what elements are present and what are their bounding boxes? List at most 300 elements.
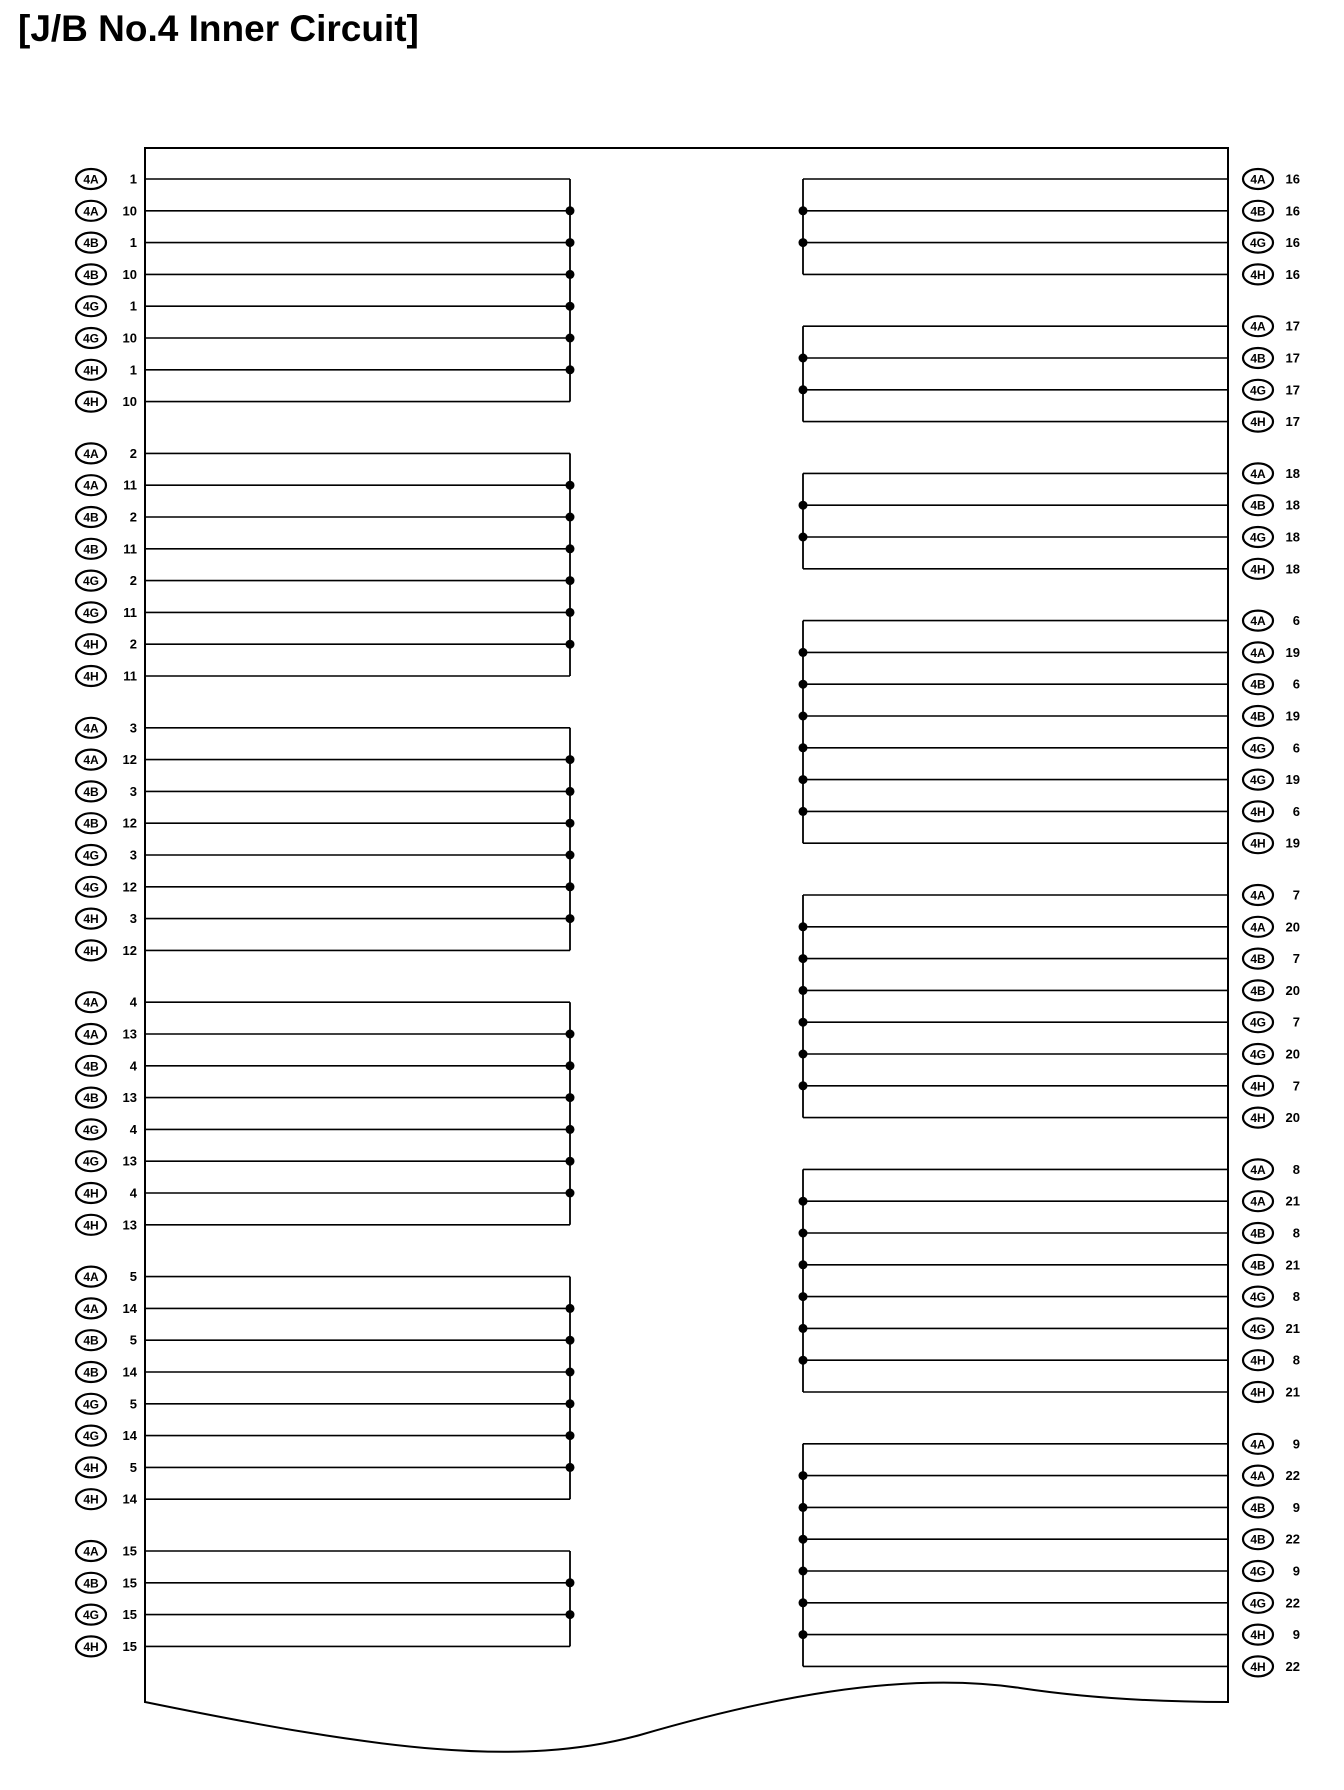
- terminal-row: [76, 443, 570, 463]
- splice-point: [799, 807, 808, 816]
- connector-label: 4B: [83, 1576, 99, 1591]
- splice-point: [566, 513, 575, 522]
- terminal-row: [76, 602, 575, 622]
- connector-label: 4B: [1250, 1258, 1266, 1273]
- left-group-4: [76, 992, 575, 1235]
- terminal-row: [799, 738, 1301, 758]
- pin-number: 15: [122, 1607, 137, 1623]
- connector-label: 4A: [1250, 319, 1266, 334]
- splice-point: [799, 1598, 808, 1607]
- pin-number: 12: [122, 815, 137, 831]
- pin-number: 19: [1285, 835, 1300, 851]
- terminal-row: [76, 1394, 575, 1414]
- splice-point: [799, 1081, 808, 1090]
- terminal-row: [799, 1318, 1301, 1338]
- terminal-row: [76, 392, 570, 412]
- pin-number: 14: [122, 1364, 137, 1380]
- splice-point: [799, 1535, 808, 1544]
- pin-number: 3: [129, 783, 137, 799]
- right-group-4: [799, 611, 1301, 854]
- splice-point: [566, 1189, 575, 1198]
- splice-point: [566, 238, 575, 247]
- terminal-row: [799, 1561, 1301, 1581]
- terminal-row: [76, 571, 575, 591]
- pin-number: 4: [129, 1058, 137, 1074]
- terminal-row: [803, 1382, 1300, 1402]
- connector-label: 4H: [83, 1186, 99, 1201]
- terminal-row: [799, 527, 1301, 547]
- connector-label: 4B: [83, 1333, 99, 1348]
- connector-label: 4B: [83, 1365, 99, 1380]
- connector-label: 4A: [83, 478, 99, 493]
- connector-label: 4H: [1250, 415, 1266, 430]
- connector-label: 4G: [82, 574, 100, 589]
- terminal-row: [799, 801, 1301, 821]
- connector-label: 4H: [83, 912, 99, 927]
- connector-label: 4G: [1249, 1290, 1267, 1305]
- connector-label: 4B: [83, 816, 99, 831]
- terminal-row: [76, 360, 575, 380]
- connector-label: 4A: [1250, 645, 1266, 660]
- connector-label: 4H: [83, 669, 99, 684]
- connector-label: 4H: [1250, 562, 1266, 577]
- pin-number: 12: [122, 879, 137, 895]
- pin-number: 21: [1285, 1257, 1300, 1273]
- connector-label: 4H: [1250, 1353, 1266, 1368]
- pin-number: 14: [122, 1300, 137, 1316]
- connector-label: 4A: [1250, 466, 1266, 481]
- terminal-row: [76, 328, 575, 348]
- connector-label: 4G: [82, 1397, 100, 1412]
- connector-label: 4H: [1250, 1079, 1266, 1094]
- pin-number: 16: [1285, 266, 1300, 282]
- terminal-row: [76, 1489, 570, 1509]
- terminal-row: [76, 750, 575, 770]
- pin-number: 18: [1285, 497, 1300, 513]
- right-group-3: [799, 463, 1301, 578]
- pin-number: 12: [122, 752, 137, 768]
- pin-number: 20: [1285, 1046, 1300, 1062]
- terminal-row: [799, 1497, 1301, 1517]
- connector-label: 4A: [1250, 172, 1266, 187]
- left-group-2: [76, 443, 575, 686]
- terminal-row: [76, 1541, 570, 1561]
- connector-label: 4A: [83, 172, 99, 187]
- splice-point: [799, 1229, 808, 1238]
- connector-label: 4B: [83, 1091, 99, 1106]
- right-terminal-groups: [799, 169, 1301, 1676]
- splice-point: [566, 1368, 575, 1377]
- terminal-row: [803, 169, 1300, 189]
- connector-label: 4G: [1249, 383, 1267, 398]
- splice-point: [799, 1567, 808, 1576]
- splice-point: [566, 270, 575, 279]
- pin-number: 18: [1285, 465, 1300, 481]
- pin-number: 20: [1285, 1110, 1300, 1126]
- pin-number: 2: [129, 636, 137, 652]
- connector-label: 4G: [1249, 1321, 1267, 1336]
- terminal-row: [76, 845, 575, 865]
- pin-number: 6: [1292, 740, 1300, 756]
- connector-label: 4A: [83, 1301, 99, 1316]
- terminal-row: [76, 201, 575, 221]
- connector-label: 4A: [83, 204, 99, 219]
- terminal-row: [76, 296, 575, 316]
- splice-point: [799, 238, 808, 247]
- splice-point: [566, 1463, 575, 1472]
- connector-label: 4G: [82, 331, 100, 346]
- connector-label: 4A: [1250, 888, 1266, 903]
- terminal-row: [76, 992, 570, 1012]
- pin-number: 7: [1292, 951, 1300, 967]
- pin-number: 15: [122, 1543, 137, 1559]
- splice-point: [566, 1578, 575, 1587]
- pin-number: 18: [1285, 529, 1300, 545]
- connector-label: 4G: [82, 848, 100, 863]
- terminal-row: [799, 380, 1301, 400]
- connector-label: 4H: [83, 363, 99, 378]
- connector-label: 4A: [83, 446, 99, 461]
- terminal-row: [799, 980, 1301, 1000]
- diagram-title: [J/B No.4 Inner Circuit]: [18, 8, 419, 49]
- connector-label: 4B: [1250, 498, 1266, 513]
- connector-label: 4B: [83, 1059, 99, 1074]
- splice-point: [799, 1324, 808, 1333]
- terminal-row: [803, 264, 1300, 284]
- splice-point: [566, 882, 575, 891]
- terminal-row: [76, 1024, 575, 1044]
- splice-point: [566, 640, 575, 649]
- terminal-row: [799, 1529, 1301, 1549]
- terminal-row: [76, 634, 575, 654]
- terminal-row: [76, 264, 575, 284]
- terminal-row: [76, 1056, 575, 1076]
- connector-label: 4A: [1250, 614, 1266, 629]
- splice-point: [799, 1260, 808, 1269]
- pin-number: 7: [1292, 1078, 1300, 1094]
- pin-number: 20: [1285, 982, 1300, 998]
- connector-label: 4B: [83, 542, 99, 557]
- terminal-row: [803, 1108, 1300, 1128]
- terminal-row: [799, 1012, 1301, 1032]
- connector-label: 4B: [1250, 204, 1266, 219]
- pin-number: 4: [129, 1185, 137, 1201]
- pin-number: 22: [1285, 1531, 1300, 1547]
- pin-number: 13: [122, 1153, 137, 1169]
- terminal-row: [76, 1183, 575, 1203]
- pin-number: 1: [129, 362, 137, 378]
- splice-point: [566, 787, 575, 796]
- terminal-row: [76, 909, 575, 929]
- connector-label: 4B: [1250, 952, 1266, 967]
- pin-number: 11: [123, 604, 137, 620]
- pin-number: 22: [1285, 1468, 1300, 1484]
- pin-number: 17: [1285, 382, 1300, 398]
- pin-number: 10: [122, 203, 137, 219]
- connector-label: 4B: [1250, 1500, 1266, 1515]
- pin-number: 9: [1292, 1627, 1300, 1643]
- terminal-row: [799, 642, 1301, 662]
- pin-number: 2: [129, 445, 137, 461]
- pin-number: 6: [1292, 803, 1300, 819]
- connector-label: 4H: [1250, 1111, 1266, 1126]
- pin-number: 14: [122, 1491, 137, 1507]
- terminal-row: [799, 1076, 1301, 1096]
- pin-number: 17: [1285, 318, 1300, 334]
- terminal-row: [803, 611, 1300, 631]
- splice-point: [566, 1030, 575, 1039]
- terminal-row: [799, 1466, 1301, 1486]
- terminal-row: [76, 940, 570, 960]
- connector-label: 4G: [1249, 1015, 1267, 1030]
- right-group-2: [799, 316, 1301, 431]
- terminal-row: [799, 1593, 1301, 1613]
- pin-number: 4: [129, 994, 137, 1010]
- connector-label: 4B: [1250, 677, 1266, 692]
- splice-point: [566, 365, 575, 374]
- connector-label: 4H: [1250, 1628, 1266, 1643]
- terminal-row: [76, 813, 575, 833]
- splice-point: [566, 206, 575, 215]
- splice-point: [799, 1292, 808, 1301]
- terminal-row: [76, 877, 575, 897]
- pin-number: 2: [129, 573, 137, 589]
- pin-number: 9: [1292, 1436, 1300, 1452]
- splice-point: [566, 1336, 575, 1345]
- splice-point: [799, 680, 808, 689]
- connector-label: 4B: [1250, 1226, 1266, 1241]
- pin-number: 17: [1285, 414, 1300, 430]
- splice-point: [566, 1093, 575, 1102]
- pin-number: 1: [129, 235, 137, 251]
- connector-label: 4G: [82, 1122, 100, 1137]
- terminal-row: [76, 507, 575, 527]
- terminal-row: [803, 1434, 1300, 1454]
- splice-point: [799, 501, 808, 510]
- terminal-row: [803, 412, 1300, 432]
- splice-point: [799, 1018, 808, 1027]
- connector-label: 4B: [1250, 1532, 1266, 1547]
- splice-point: [566, 334, 575, 343]
- splice-point: [566, 851, 575, 860]
- splice-point: [799, 954, 808, 963]
- splice-point: [799, 1630, 808, 1639]
- right-group-5: [799, 885, 1301, 1128]
- pin-number: 19: [1285, 644, 1300, 660]
- pin-number: 15: [122, 1575, 137, 1591]
- pin-number: 11: [123, 668, 137, 684]
- connector-label: 4G: [1249, 741, 1267, 756]
- terminal-row: [799, 1191, 1301, 1211]
- pin-number: 1: [129, 171, 137, 187]
- splice-point: [566, 1304, 575, 1313]
- pin-number: 11: [123, 541, 137, 557]
- terminal-row: [803, 833, 1300, 853]
- left-terminal-groups: [76, 169, 575, 1656]
- terminal-row: [76, 1573, 575, 1593]
- terminal-row: [799, 1287, 1301, 1307]
- terminal-row: [799, 348, 1301, 368]
- terminal-row: [76, 666, 570, 686]
- terminal-row: [799, 495, 1301, 515]
- splice-point: [566, 819, 575, 828]
- pin-number: 20: [1285, 919, 1300, 935]
- terminal-row: [803, 463, 1300, 483]
- connector-label: 4A: [1250, 1162, 1266, 1177]
- splice-point: [566, 481, 575, 490]
- terminal-row: [803, 559, 1300, 579]
- terminal-row: [76, 169, 570, 189]
- connector-label: 4H: [83, 637, 99, 652]
- splice-point: [799, 775, 808, 784]
- pin-number: 19: [1285, 708, 1300, 724]
- terminal-row: [76, 781, 575, 801]
- pin-number: 21: [1285, 1320, 1300, 1336]
- terminal-row: [76, 1215, 570, 1235]
- splice-point: [566, 302, 575, 311]
- terminal-row: [76, 1298, 575, 1318]
- pin-number: 5: [129, 1396, 137, 1412]
- terminal-row: [799, 917, 1301, 937]
- pin-number: 9: [1292, 1563, 1300, 1579]
- pin-number: 5: [129, 1269, 137, 1285]
- pin-number: 10: [122, 266, 137, 282]
- left-group-1: [76, 169, 575, 412]
- splice-point: [566, 755, 575, 764]
- connector-label: 4H: [83, 1639, 99, 1654]
- connector-label: 4G: [1249, 773, 1267, 788]
- connector-label: 4H: [83, 1218, 99, 1233]
- splice-point: [799, 1050, 808, 1059]
- splice-point: [799, 712, 808, 721]
- connector-label: 4G: [1249, 530, 1267, 545]
- connector-label: 4G: [1249, 1596, 1267, 1611]
- connector-label: 4A: [83, 1270, 99, 1285]
- connector-label: 4A: [83, 721, 99, 736]
- connector-label: 4G: [82, 1154, 100, 1169]
- connector-label: 4G: [82, 299, 100, 314]
- terminal-row: [76, 1636, 570, 1656]
- pin-number: 13: [122, 1026, 137, 1042]
- terminal-row: [76, 1457, 575, 1477]
- connector-label: 4A: [1250, 1194, 1266, 1209]
- pin-number: 8: [1292, 1289, 1300, 1305]
- pin-number: 12: [122, 942, 137, 958]
- pin-number: 14: [122, 1428, 137, 1444]
- connector-label: 4A: [1250, 1437, 1266, 1452]
- splice-point: [799, 1197, 808, 1206]
- splice-point: [566, 1431, 575, 1440]
- pin-number: 3: [129, 911, 137, 927]
- pin-number: 5: [129, 1459, 137, 1475]
- connector-label: 4G: [82, 1429, 100, 1444]
- connector-label: 4B: [83, 267, 99, 282]
- pin-number: 13: [122, 1217, 137, 1233]
- splice-point: [799, 354, 808, 363]
- terminal-row: [76, 1088, 575, 1108]
- terminal-row: [799, 1625, 1301, 1645]
- pin-number: 5: [129, 1332, 137, 1348]
- connector-label: 4G: [82, 1608, 100, 1623]
- terminal-row: [76, 1151, 575, 1171]
- right-group-1: [799, 169, 1301, 284]
- connector-label: 4B: [83, 236, 99, 251]
- splice-point: [799, 385, 808, 394]
- terminal-row: [76, 1605, 575, 1625]
- splice-point: [566, 1610, 575, 1619]
- terminal-row: [799, 674, 1301, 694]
- pin-number: 3: [129, 847, 137, 863]
- connector-label: 4A: [83, 995, 99, 1010]
- splice-point: [566, 1061, 575, 1070]
- left-group-3: [76, 718, 575, 961]
- pin-number: 9: [1292, 1499, 1300, 1515]
- pin-number: 19: [1285, 772, 1300, 788]
- right-group-6: [799, 1159, 1301, 1402]
- terminal-row: [76, 718, 570, 738]
- connector-label: 4H: [83, 1460, 99, 1475]
- terminal-row: [76, 539, 575, 559]
- connector-label: 4G: [1249, 236, 1267, 251]
- splice-point: [566, 576, 575, 585]
- connector-label: 4H: [1250, 1385, 1266, 1400]
- splice-point: [566, 1399, 575, 1408]
- pin-number: 22: [1285, 1595, 1300, 1611]
- terminal-row: [76, 1426, 575, 1446]
- splice-point: [566, 1157, 575, 1166]
- pin-number: 7: [1292, 1014, 1300, 1030]
- terminal-row: [799, 949, 1301, 969]
- splice-point: [799, 206, 808, 215]
- connector-label: 4H: [83, 1492, 99, 1507]
- terminal-row: [76, 1330, 575, 1350]
- pin-number: 3: [129, 720, 137, 736]
- terminal-row: [803, 316, 1300, 336]
- connector-label: 4B: [83, 510, 99, 525]
- splice-point: [799, 1471, 808, 1480]
- terminal-row: [799, 233, 1301, 253]
- pin-number: 15: [122, 1638, 137, 1654]
- connector-label: 4H: [1250, 267, 1266, 282]
- splice-point: [799, 922, 808, 931]
- connector-label: 4A: [83, 753, 99, 768]
- terminal-row: [799, 1044, 1301, 1064]
- connector-label: 4G: [1249, 1564, 1267, 1579]
- splice-point: [799, 1503, 808, 1512]
- connector-label: 4A: [1250, 1469, 1266, 1484]
- pin-number: 8: [1292, 1225, 1300, 1241]
- terminal-row: [799, 1255, 1301, 1275]
- splice-point: [566, 1125, 575, 1134]
- connector-label: 4B: [1250, 983, 1266, 998]
- splice-point: [799, 533, 808, 542]
- pin-number: 8: [1292, 1161, 1300, 1177]
- splice-point: [799, 648, 808, 657]
- splice-point: [799, 743, 808, 752]
- connector-label: 4G: [82, 605, 100, 620]
- terminal-row: [803, 885, 1300, 905]
- terminal-row: [76, 1267, 570, 1287]
- splice-point: [566, 914, 575, 923]
- splice-point: [799, 986, 808, 995]
- splice-point: [566, 608, 575, 617]
- pin-number: 4: [129, 1121, 137, 1137]
- left-group-6: [76, 1541, 575, 1656]
- left-group-5: [76, 1267, 575, 1510]
- connector-label: 4B: [1250, 709, 1266, 724]
- terminal-row: [799, 706, 1301, 726]
- terminal-row: [799, 770, 1301, 790]
